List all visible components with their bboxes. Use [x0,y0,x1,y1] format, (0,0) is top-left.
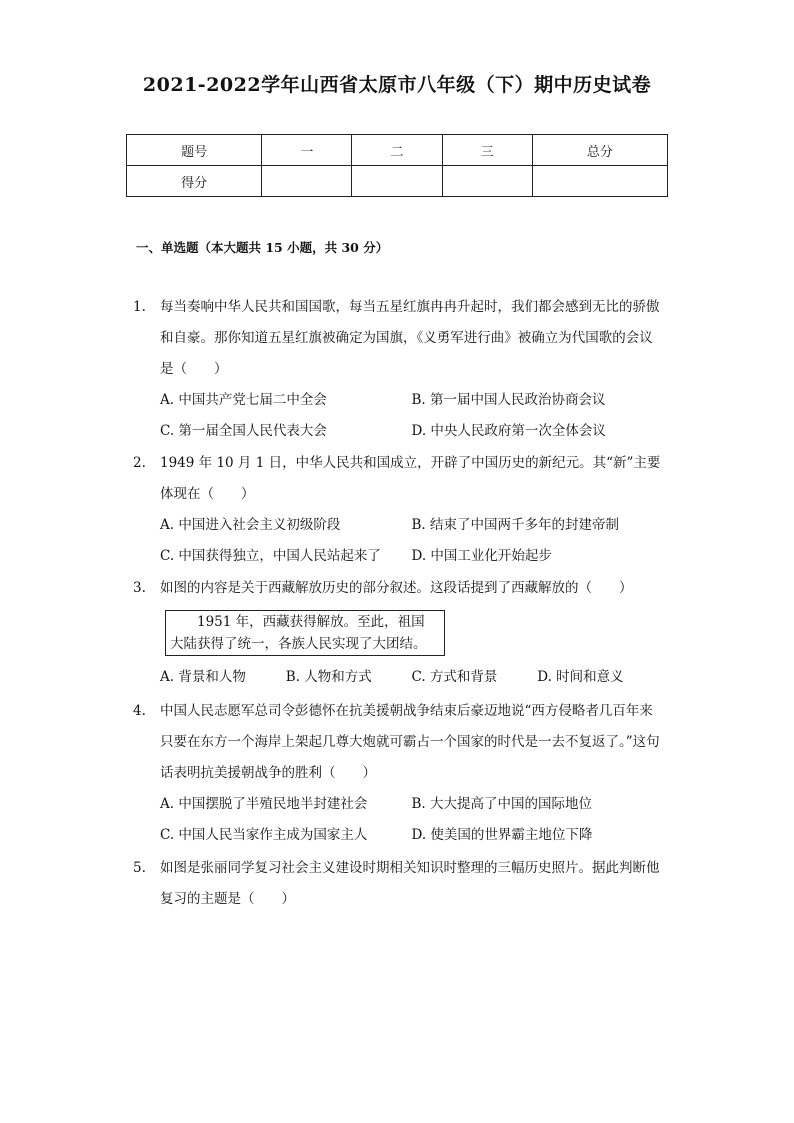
score-header-cell: 三 [442,135,532,166]
question-stem: 中国人民志愿军总司令彭德怀在抗美援朝战争结束后豪迈地说“西方侵略者几百年来只要在东方一个海岸上架起几尊大炮就可霸占一个国家的时代是一去不复返了。”这句话表明抗美援朝战争的胜利（ ） [160,703,660,781]
score-header-cell: 二 [352,135,442,166]
option-d: D. 中国工业化开始起步 [411,548,552,564]
question-2 [133,448,663,572]
score-header-cell: 总分 [532,135,667,166]
score-row-label: 得分 [127,166,262,197]
question-stem: 如图的内容是关于西藏解放历史的部分叙述。这段话提到了西藏解放的（ ） [160,580,633,596]
exam-title: 2021-2022学年山西省太原市八年级（下）期中历史试卷 [142,74,652,96]
option-a: A. 中国进入社会主义初级阶段 [160,517,341,533]
option-b: B. 人物和方式 [285,669,372,685]
option-a: A. 中国摆脱了半殖民地半封建社会 [160,796,368,812]
option-d: D. 中央人民政府第一次全体会议 [411,423,606,439]
option-a: A. 中国共产党七届二中全会 [160,392,327,408]
question-number: 2. [133,455,146,471]
quote-line: 1951 年，西藏获得解放。至此，祖国 [197,614,425,630]
score-cell [442,166,532,197]
quote-box [165,610,445,656]
question-5 [133,853,663,915]
option-c: C. 方式和背景 [411,669,498,685]
question-number: 3. [133,580,146,596]
section-heading: 一、单选题（本大题共 15 小题，共 30 分） [136,240,389,255]
score-cell [532,166,667,197]
score-table [126,134,668,197]
option-b: B. 结束了中国两千多年的封建帝制 [411,517,620,533]
question-options [160,789,663,851]
option-b: B. 第一届中国人民政治协商会议 [411,392,606,408]
question-options [160,510,663,572]
question-stem: 如图是张丽同学复习社会主义建设时期相关知识时整理的三幅历史照片。据此判断他复习的主题是（ ） [160,860,660,907]
score-table-header-row [127,135,668,166]
score-table-score-row [127,166,668,197]
option-a: A. 背景和人物 [160,669,246,685]
option-b: B. 大大提高了中国的国际地位 [411,796,593,812]
score-cell [352,166,442,197]
question-3 [133,573,663,693]
option-c: C. 第一届全国人民代表大会 [160,423,327,439]
score-header-cell: 一 [262,135,352,166]
question-stem: 每当奏响中华人民共和国国歌，每当五星红旗冉冉升起时，我们都会感到无比的骄傲和自豪。那你知道五星红旗被确定为国旗，《义勇军进行曲》被确立为代国歌的会议是（ ） [160,299,660,377]
option-c: C. 中国人民当家作主成为国家主人 [160,827,368,843]
question-number: 5. [133,860,146,876]
option-c: C. 中国获得独立，中国人民站起来了 [160,548,381,564]
question-1 [133,292,663,447]
question-stem: 1949 年 10 月 1 日，中华人民共和国成立，开辟了中国历史的新纪元。其“新”主要体现在（ ） [160,455,661,502]
quote-line: 大陆获得了统一，各族人民实现了大团结。 [170,636,427,652]
option-d: D. 使美国的世界霸主地位下降 [411,827,593,843]
question-4 [133,696,663,851]
question-options [160,385,663,447]
score-cell [262,166,352,197]
question-number: 4. [133,703,146,719]
option-d: D. 时间和意义 [537,669,624,685]
question-options [160,662,663,693]
score-header-cell: 题号 [127,135,262,166]
question-number: 1. [133,299,146,315]
